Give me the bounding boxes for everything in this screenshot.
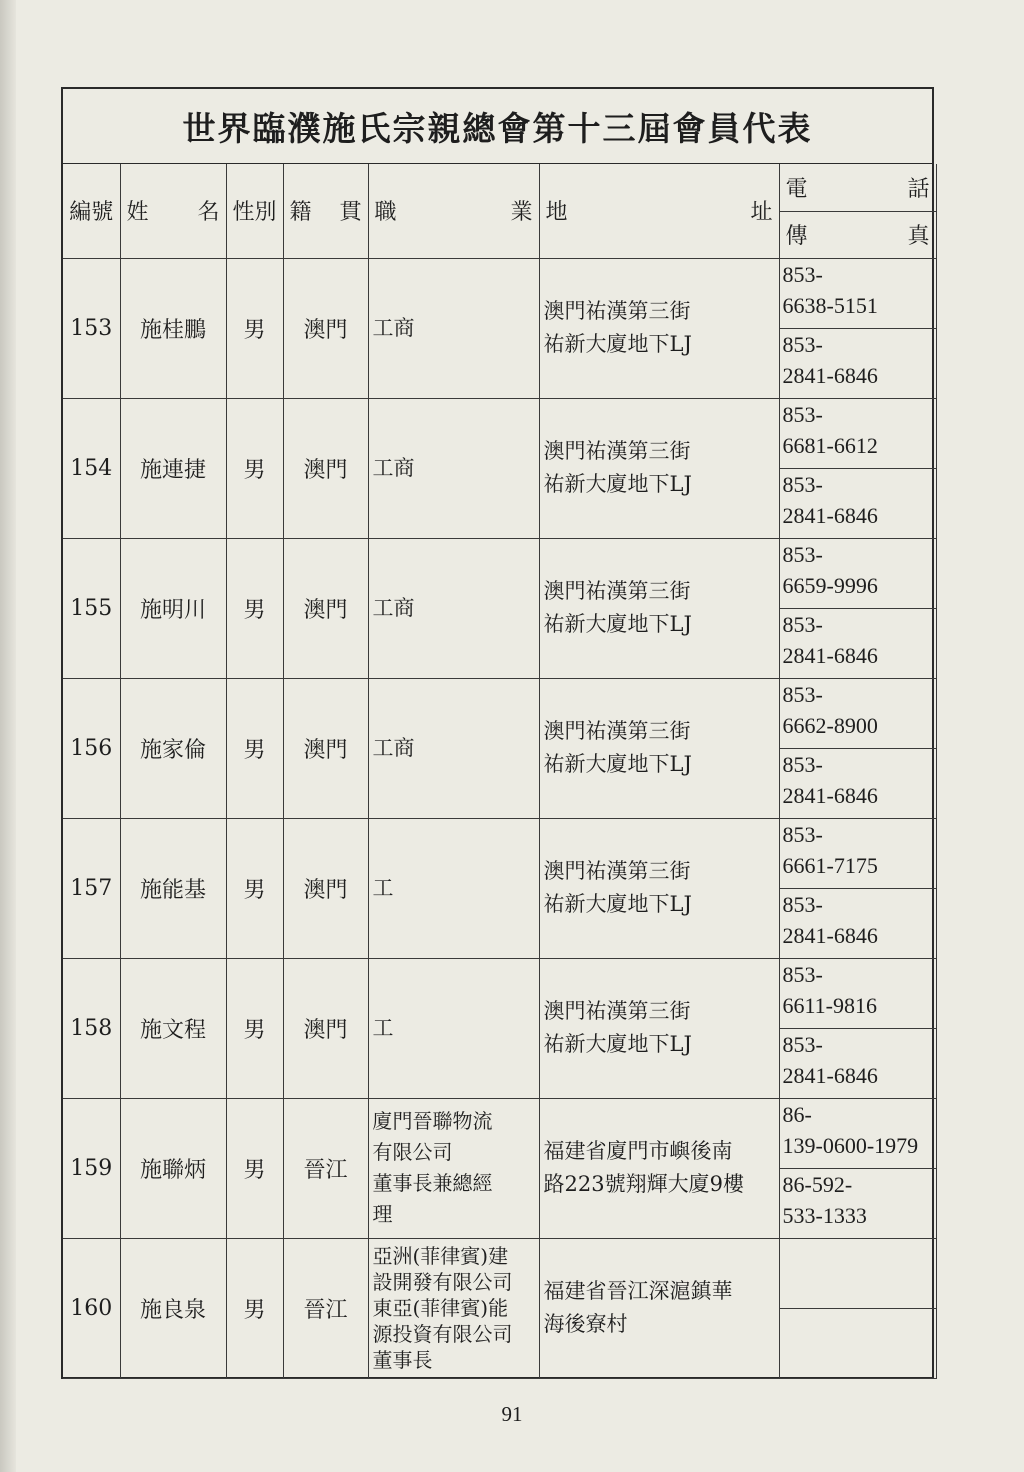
address-line: 祐新大廈地下LJ (543, 612, 692, 636)
phone-line: 853- (782, 401, 823, 427)
address-line: 祐新大廈地下LJ (543, 332, 692, 356)
member-origin: 澳門 (283, 258, 368, 398)
fax-line: 853- (782, 751, 823, 777)
occupation-line: 亞洲(菲律賓)建 (372, 1244, 509, 1268)
header-name (120, 164, 226, 258)
table-row (63, 958, 936, 1028)
table-body (63, 258, 936, 1378)
book-spine-shadow (0, 0, 16, 1472)
header-occupation-b: 業 (510, 200, 533, 226)
member-no: 160 (63, 1238, 120, 1378)
member-gender: 男 (226, 818, 283, 958)
fax-line: 2841-6846 (782, 1062, 878, 1088)
member-no: 157 (63, 818, 120, 958)
member-phone (779, 678, 936, 748)
fax-line: 2841-6846 (782, 502, 878, 528)
fax-line: 533-1333 (782, 1202, 867, 1228)
member-name: 施桂鵬 (120, 258, 226, 398)
occupation-line: 董事長 (372, 1348, 433, 1372)
member-occupation (368, 538, 539, 678)
member-name: 施聯炳 (120, 1098, 226, 1238)
fax-line: 853- (782, 1031, 823, 1057)
header-origin (283, 164, 368, 258)
header-gender: 性別 (226, 164, 283, 258)
member-table-frame (61, 87, 934, 1379)
occupation-line: 工商 (372, 316, 415, 340)
occupation-line: 工 (372, 876, 394, 900)
member-gender: 男 (226, 1098, 283, 1238)
table-header-row (63, 164, 936, 211)
fax-line: 853- (782, 611, 823, 637)
member-occupation (368, 1098, 539, 1238)
member-phone (779, 958, 936, 1028)
member-gender: 男 (226, 258, 283, 398)
phone-line: 853- (782, 681, 823, 707)
member-name: 施連捷 (120, 398, 226, 538)
table-row (63, 678, 936, 748)
member-origin: 澳門 (283, 678, 368, 818)
member-phone (779, 818, 936, 888)
member-origin: 澳門 (283, 818, 368, 958)
member-origin: 晉江 (283, 1098, 368, 1238)
phone-line: 6681-6612 (782, 432, 878, 458)
member-no: 158 (63, 958, 120, 1098)
address-line: 路223號翔輝大廈9樓 (543, 1172, 744, 1196)
occupation-line: 工商 (372, 736, 415, 760)
member-fax (779, 1308, 936, 1378)
member-name: 施家倫 (120, 678, 226, 818)
occupation-line: 廈門晉聯物流 (372, 1109, 493, 1133)
address-line: 澳門祐漢第三街 (543, 299, 691, 323)
member-address (539, 1238, 779, 1378)
fax-line: 86-592- (782, 1171, 853, 1197)
header-fax-a: 傳 (785, 224, 808, 249)
table-row (63, 538, 936, 608)
member-name: 施文程 (120, 958, 226, 1098)
member-address (539, 258, 779, 398)
member-origin: 澳門 (283, 398, 368, 538)
member-origin: 晉江 (283, 1238, 368, 1378)
member-address (539, 538, 779, 678)
address-line: 福建省廈門市嶼後南 (543, 1139, 733, 1163)
member-origin: 澳門 (283, 538, 368, 678)
member-no: 156 (63, 678, 120, 818)
header-phone (779, 164, 936, 211)
address-line: 澳門祐漢第三街 (543, 439, 691, 463)
member-address (539, 1098, 779, 1238)
member-fax (779, 888, 936, 958)
member-phone (779, 398, 936, 468)
fax-line: 2841-6846 (782, 922, 878, 948)
fax-line: 2841-6846 (782, 782, 878, 808)
member-name: 施明川 (120, 538, 226, 678)
occupation-line: 源投資有限公司 (372, 1322, 513, 1346)
header-address (539, 164, 779, 258)
address-line: 祐新大廈地下LJ (543, 752, 692, 776)
member-address (539, 678, 779, 818)
phone-line: 139-0600-1979 (782, 1132, 919, 1158)
phone-line: 853- (782, 961, 823, 987)
page-number: 91 (501, 1402, 523, 1426)
occupation-line: 有限公司 (372, 1140, 453, 1164)
phone-line: 6638-5151 (782, 292, 878, 318)
member-gender: 男 (226, 1238, 283, 1378)
member-occupation (368, 398, 539, 538)
occupation-line: 東亞(菲律賓)能 (372, 1296, 509, 1320)
member-table (63, 164, 937, 1379)
address-line: 澳門祐漢第三街 (543, 859, 691, 883)
fax-line: 2841-6846 (782, 642, 878, 668)
header-name-a: 姓 (126, 200, 149, 226)
header-phone-a: 電 (785, 176, 808, 202)
header-occupation (368, 164, 539, 258)
table-row (63, 398, 936, 468)
member-phone (779, 258, 936, 328)
address-line: 澳門祐漢第三街 (543, 719, 691, 743)
occupation-line: 設開發有限公司 (372, 1270, 513, 1294)
member-gender: 男 (226, 678, 283, 818)
member-fax (779, 1168, 936, 1238)
header-address-a: 地 (545, 200, 568, 226)
header-fax-b: 真 (907, 224, 930, 249)
table-row (63, 258, 936, 328)
fax-line: 853- (782, 891, 823, 917)
phone-line: 853- (782, 821, 823, 847)
fax-line: 853- (782, 331, 823, 357)
phone-line: 853- (782, 541, 823, 567)
phone-line: 853- (782, 261, 823, 287)
member-gender: 男 (226, 538, 283, 678)
phone-line: 6659-9996 (782, 572, 878, 598)
occupation-line: 工 (372, 1016, 394, 1040)
member-occupation (368, 1238, 539, 1378)
member-fax (779, 608, 936, 678)
address-line: 澳門祐漢第三街 (543, 999, 691, 1023)
member-fax (779, 1028, 936, 1098)
header-no: 編號 (63, 164, 120, 258)
phone-line: 6662-8900 (782, 712, 878, 738)
address-line: 祐新大廈地下LJ (543, 1032, 692, 1056)
header-origin-a: 籍 (289, 200, 312, 226)
occupation-line: 工商 (372, 596, 415, 620)
member-occupation (368, 258, 539, 398)
phone-line: 86- (782, 1101, 812, 1127)
member-no: 155 (63, 538, 120, 678)
member-occupation (368, 678, 539, 818)
member-gender: 男 (226, 398, 283, 538)
member-gender: 男 (226, 958, 283, 1098)
occupation-line: 理 (372, 1202, 393, 1226)
table-row (63, 1098, 936, 1168)
member-no: 154 (63, 398, 120, 538)
address-line: 祐新大廈地下LJ (543, 472, 692, 496)
header-occupation-a: 職 (374, 200, 397, 226)
member-origin: 澳門 (283, 958, 368, 1098)
member-address (539, 958, 779, 1098)
member-fax (779, 468, 936, 538)
member-phone (779, 1238, 936, 1308)
member-no: 159 (63, 1098, 120, 1238)
phone-line: 6611-9816 (782, 992, 878, 1018)
table-row (63, 1238, 936, 1308)
header-origin-b: 貫 (339, 200, 362, 226)
member-no: 153 (63, 258, 120, 398)
occupation-line: 董事長兼總經 (372, 1171, 493, 1195)
header-address-b: 址 (750, 200, 773, 226)
address-line: 祐新大廈地下LJ (543, 892, 692, 916)
member-address (539, 818, 779, 958)
member-fax (779, 328, 936, 398)
member-name: 施良泉 (120, 1238, 226, 1378)
member-phone (779, 538, 936, 608)
fax-line: 2841-6846 (782, 362, 878, 388)
member-phone (779, 1098, 936, 1168)
header-fax (779, 211, 936, 258)
header-name-b: 名 (197, 200, 220, 226)
member-name: 施能基 (120, 818, 226, 958)
header-phone-b: 話 (907, 176, 930, 202)
page-title: 世界臨濮施氏宗親總會第十三屆會員代表 (63, 89, 932, 164)
occupation-line: 工商 (372, 456, 415, 480)
member-address (539, 398, 779, 538)
phone-line: 6661-7175 (782, 852, 878, 878)
address-line: 海後寮村 (543, 1312, 628, 1336)
address-line: 澳門祐漢第三街 (543, 579, 691, 603)
fax-line: 853- (782, 471, 823, 497)
member-fax (779, 748, 936, 818)
member-occupation (368, 818, 539, 958)
member-occupation (368, 958, 539, 1098)
table-row (63, 818, 936, 888)
address-line: 福建省晉江深滬鎮華 (543, 1279, 733, 1303)
